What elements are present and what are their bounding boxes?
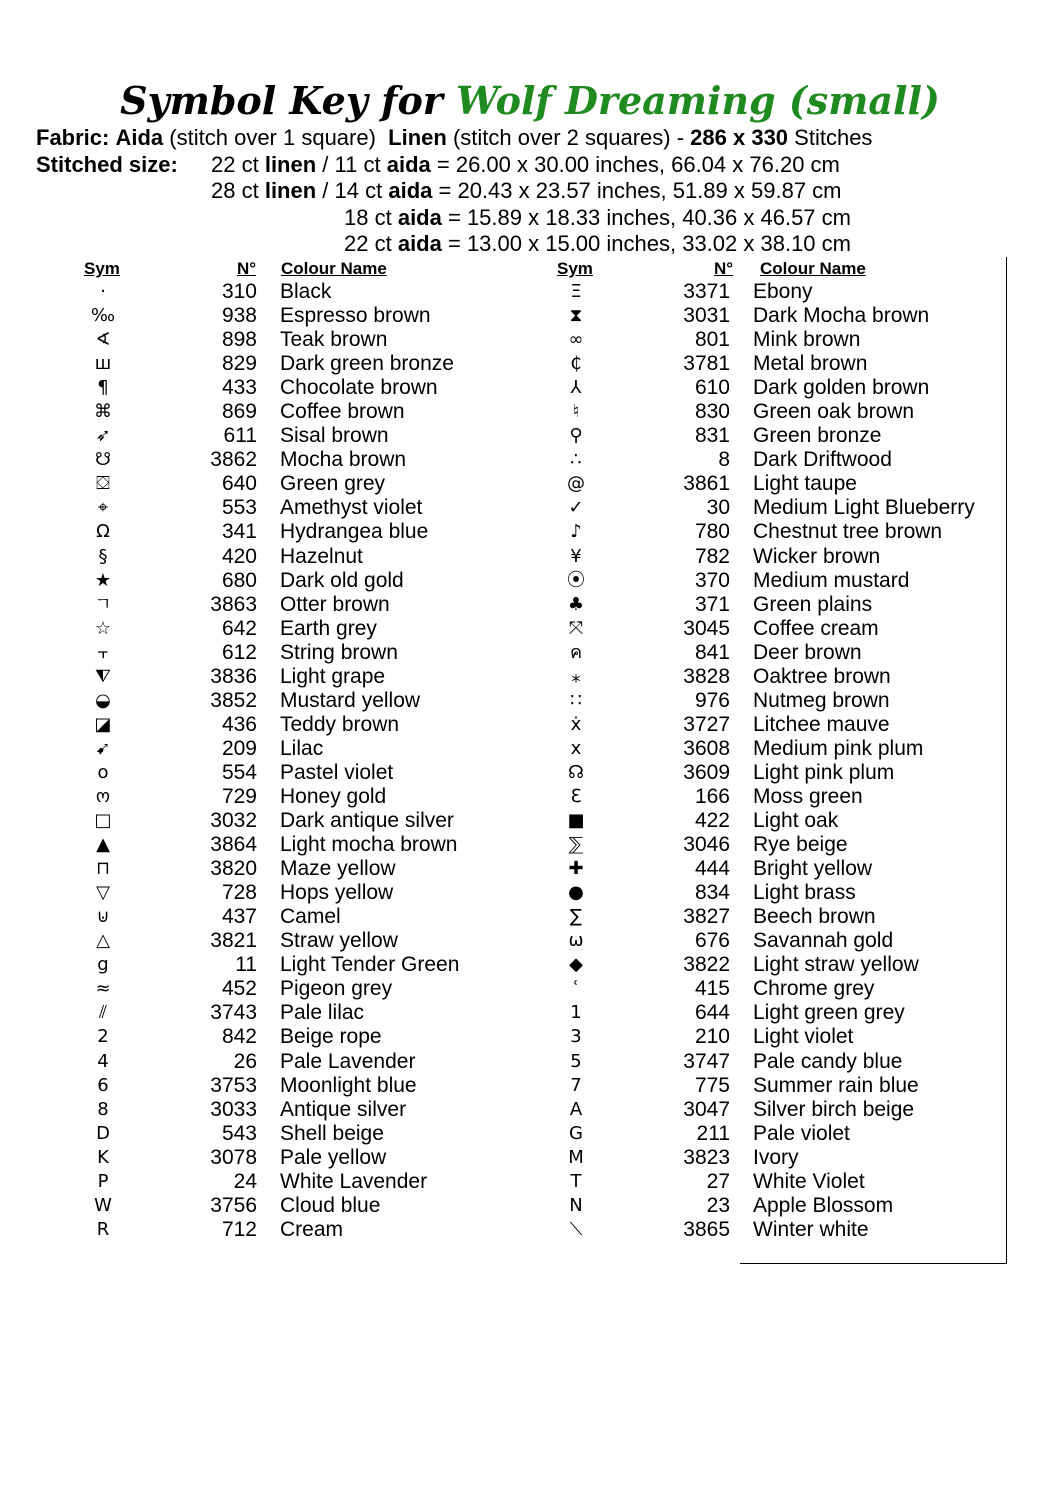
colour-name: Moonlight blue [280, 1073, 417, 1097]
symbol-glyph: 8 [97, 1098, 109, 1120]
thread-number: 211 [696, 1121, 730, 1145]
colour-name: Hydrangea blue [280, 520, 429, 544]
colour-name: Mustard yellow [280, 688, 421, 712]
stitched-size-line-1: 22 ct linen / 11 ct aida = 26.00 x 30.00 inches, 66.04 x 76.20 cm [211, 152, 840, 177]
symbol-glyph: ♣ [567, 593, 585, 615]
thread-number: 680 [221, 568, 257, 592]
thread-number: 3747 [683, 1049, 730, 1073]
colour-name: Maze yellow [280, 857, 396, 881]
colour-name: Pale candy blue [753, 1049, 903, 1073]
thread-number: 3078 [210, 1145, 257, 1169]
colour-name: Teddy brown [280, 712, 400, 736]
symbol-glyph: ★ [94, 569, 112, 591]
stitch-dimensions: 286 x 330 [690, 125, 789, 150]
thread-number: 831 [694, 424, 730, 448]
table-border-vertical [1006, 257, 1007, 1264]
thread-number: 3753 [210, 1073, 257, 1097]
thread-number: 775 [694, 1073, 730, 1097]
thread-number: 422 [694, 809, 730, 833]
colour-name: Light Tender Green [280, 953, 460, 977]
symbol-glyph: ◆ [569, 954, 583, 976]
colour-name: Hazelnut [280, 544, 363, 568]
symbol-glyph: ⌘ [94, 401, 112, 423]
symbol-glyph: ⫟ [97, 641, 109, 663]
symbol-glyph: △ [96, 930, 110, 952]
colour-name: Earth grey [280, 616, 377, 640]
colour-name: Nutmeg brown [753, 688, 890, 712]
colour-name: Winter white [753, 1217, 869, 1241]
thread-number: 3861 [683, 472, 730, 496]
colour-name: Pastel violet [280, 760, 394, 784]
symbol-glyph: D [96, 1122, 110, 1144]
fabric-linen-note: (stitch over 2 squares) - [452, 125, 685, 150]
thread-number: 829 [221, 352, 257, 376]
colour-name: Espresso brown [280, 304, 431, 328]
fabric-label: Fabric: [36, 125, 110, 150]
colour-name: Dark antique silver [280, 809, 454, 833]
thread-number: 436 [221, 712, 257, 736]
thread-number: 611 [223, 424, 257, 448]
colour-name: Ivory [753, 1145, 799, 1169]
symbol-glyph: 7 [570, 1074, 582, 1096]
thread-number: 869 [221, 400, 257, 424]
symbol-glyph: ∞ [568, 329, 584, 351]
colour-name: Amethyst violet [280, 496, 423, 520]
colour-name: Pigeon grey [280, 977, 393, 1001]
colour-name: Medium Light Blueberry [753, 496, 975, 520]
thread-number: 728 [221, 881, 257, 905]
colour-name: Cream [280, 1217, 344, 1241]
colour-name: Sisal brown [280, 424, 389, 448]
symbol-glyph: ☆ [94, 617, 112, 639]
page-title [0, 78, 1060, 124]
symbol-glyph: ✓ [568, 497, 584, 519]
symbol-glyph: ∢ [95, 329, 111, 351]
colour-name: Pale yellow [280, 1145, 387, 1169]
symbol-glyph: ⟍ [569, 1218, 583, 1240]
colour-name: Antique silver [280, 1097, 407, 1121]
thread-number: 834 [694, 881, 730, 905]
symbol-glyph: ẋ [570, 713, 582, 735]
colour-name: Light taupe [753, 472, 857, 496]
thread-number: 553 [221, 496, 257, 520]
header-num-right: N° [714, 259, 734, 278]
colour-name: Chrome grey [753, 977, 875, 1001]
thread-number: 612 [221, 640, 257, 664]
symbol-glyph: ■ [567, 810, 585, 832]
thread-number: 676 [694, 929, 730, 953]
thread-number: 26 [233, 1049, 257, 1073]
symbol-glyph: ㄱ [94, 593, 112, 615]
symbol-glyph: ▲ [96, 834, 110, 856]
header-name-right: Colour Name [760, 259, 866, 278]
colour-name: Litchee mauve [753, 712, 890, 736]
thread-number: 370 [694, 568, 730, 592]
thread-number: 3822 [683, 953, 730, 977]
stitched-size-line-2: 28 ct linen / 14 ct aida = 20.43 x 23.57 inches, 51.89 x 59.87 cm [211, 178, 842, 203]
symbol-glyph: ш [94, 353, 112, 375]
symbol-glyph: K [97, 1146, 109, 1168]
colour-name: Savannah gold [753, 929, 894, 953]
colour-name: Rye beige [753, 833, 848, 857]
symbol-glyph: G [569, 1122, 583, 1144]
colour-name: Dark Driftwood [753, 448, 892, 472]
thread-number: 3047 [683, 1097, 730, 1121]
thread-number: 729 [221, 784, 257, 808]
symbol-glyph: □ [94, 810, 112, 832]
symbol-glyph: @ [567, 473, 585, 495]
thread-number: 3821 [210, 929, 257, 953]
colour-name: Coffee brown [280, 400, 405, 424]
thread-number: 3031 [683, 304, 730, 328]
thread-number: 3781 [683, 352, 730, 376]
colour-name: Light straw yellow [753, 953, 919, 977]
header-num-left: N° [237, 259, 257, 278]
symbol-glyph: ¶ [97, 377, 109, 399]
symbol-glyph: o [97, 761, 109, 783]
colour-name: Pale lilac [280, 1001, 365, 1025]
fabric-linen-label: Linen [388, 125, 447, 150]
thread-number: 3865 [683, 1217, 730, 1241]
symbol-glyph: R [96, 1218, 110, 1240]
thread-number: 642 [221, 616, 257, 640]
header-sym-right: Sym [557, 259, 593, 278]
colour-name: Medium pink plum [753, 736, 924, 760]
thread-number: 3827 [683, 905, 730, 929]
symbol-glyph: ▽ [96, 882, 110, 904]
fabric-line [36, 125, 872, 151]
thread-number: 3863 [210, 592, 257, 616]
thread-number: 3862 [210, 448, 257, 472]
symbol-glyph: ♮ [572, 401, 580, 423]
colour-name: Chestnut tree brown [753, 520, 943, 544]
symbol-glyph: ‰ [90, 305, 116, 327]
colour-name: Light grape [280, 664, 386, 688]
thread-number: 371 [694, 592, 730, 616]
colour-name: Green oak brown [753, 400, 915, 424]
colour-name: White Violet [753, 1169, 865, 1193]
header-sym-left: Sym [84, 259, 120, 278]
symbol-glyph: P [97, 1170, 109, 1192]
thread-number: 782 [694, 544, 730, 568]
thread-number: 3820 [210, 857, 257, 881]
thread-number: 3852 [210, 688, 257, 712]
symbol-glyph: ⚲ [569, 425, 583, 447]
colour-name: Straw yellow [280, 929, 398, 953]
symbol-glyph: ◪ [94, 713, 112, 735]
colour-name: Cloud blue [280, 1193, 381, 1217]
symbol-glyph: 2 [97, 1026, 109, 1048]
symbol-glyph: ♪ [570, 521, 582, 543]
thread-number: 310 [221, 280, 257, 303]
symbol-glyph: 6 [97, 1074, 109, 1096]
symbol-glyph: ∑ [569, 906, 583, 928]
thread-number: 437 [221, 905, 257, 929]
colour-name: Mocha brown [280, 448, 407, 472]
symbol-glyph: ⧗ [569, 305, 583, 327]
symbol-glyph: ➹ [95, 737, 111, 759]
colour-name: Mink brown [753, 328, 861, 352]
thread-number: 3836 [210, 664, 257, 688]
symbol-glyph: Ω [96, 521, 110, 543]
symbol-glyph: ☋ [95, 449, 111, 471]
symbol-glyph: ⛋ [96, 473, 110, 495]
symbol-glyph: 1 [570, 1002, 582, 1024]
colour-name: Dark Mocha brown [753, 304, 930, 328]
thread-number: 444 [694, 857, 730, 881]
colour-name: White Lavender [280, 1169, 428, 1193]
thread-number: 3756 [210, 1193, 257, 1217]
thread-number: 3823 [683, 1145, 730, 1169]
thread-number: 3046 [683, 833, 730, 857]
colour-name: Wicker brown [753, 544, 881, 568]
thread-number: 841 [694, 640, 730, 664]
thread-number: 3864 [210, 833, 257, 857]
thread-number: 644 [694, 1001, 730, 1025]
symbol-glyph: ⊍ [96, 906, 110, 928]
thread-number: 780 [694, 520, 730, 544]
pattern-name: Wolf Dreaming (small) [456, 78, 940, 123]
colour-name: Dark old gold [280, 568, 404, 592]
thread-number: 3828 [683, 664, 730, 688]
symbol-glyph: ☊ [568, 761, 584, 783]
thread-number: 842 [221, 1025, 257, 1049]
symbol-glyph: ⅄ [570, 377, 582, 399]
symbol-glyph: ◒ [95, 689, 111, 711]
symbol-glyph: ⧨ [94, 665, 112, 687]
symbol-glyph: ₵ [570, 353, 582, 375]
colour-name: Green bronze [753, 424, 882, 448]
stitch-unit: Stitches [794, 125, 873, 150]
thread-number: 420 [221, 544, 257, 568]
colour-name: Light green grey [753, 1001, 905, 1025]
thread-number: 341 [221, 520, 257, 544]
symbol-glyph: 3 [570, 1026, 582, 1048]
symbol-glyph: 5 [570, 1050, 582, 1072]
symbol-glyph: ⅀ [568, 834, 584, 856]
thread-number: 166 [694, 784, 730, 808]
symbol-glyph: ¥ [570, 545, 582, 567]
symbol-glyph: x [570, 737, 582, 759]
thread-number: 801 [694, 328, 730, 352]
symbol-glyph: ⁎ [571, 665, 581, 687]
colour-name: Beech brown [753, 905, 876, 929]
symbol-glyph: § [98, 545, 108, 567]
table-border-bottom [740, 1263, 1007, 1264]
symbol-glyph: 4 [97, 1050, 109, 1072]
colour-name: Light violet [753, 1025, 854, 1049]
thread-number: 3045 [683, 616, 730, 640]
colour-name: Green plains [753, 592, 873, 616]
colour-name: Light mocha brown [280, 833, 458, 857]
colour-name: Pale Lavender [280, 1049, 416, 1073]
fabric-aida-note: (stitch over 1 square) [169, 125, 376, 150]
colour-name: String brown [280, 640, 398, 664]
thread-number: 830 [694, 400, 730, 424]
symbol-glyph: A [569, 1098, 583, 1120]
colour-name: Chocolate brown [280, 376, 438, 400]
thread-number: 610 [694, 376, 730, 400]
thread-number: 3609 [683, 760, 730, 784]
thread-number: 554 [221, 760, 257, 784]
symbol-glyph: N [569, 1194, 583, 1216]
colour-name: Lilac [280, 736, 324, 760]
thread-number: 209 [221, 736, 257, 760]
symbol-glyph: ⊓ [95, 858, 111, 880]
symbol-glyph: g [97, 954, 109, 976]
colour-name: Ebony [753, 280, 813, 303]
colour-name: Dark green bronze [280, 352, 454, 376]
symbol-glyph: ∴ [570, 449, 582, 471]
symbol-glyph: ⌖ [97, 497, 109, 519]
symbol-glyph: T [570, 1170, 582, 1192]
thread-number: 3608 [683, 736, 730, 760]
symbol-glyph: ≈ [95, 978, 111, 1000]
colour-name: Light oak [753, 809, 839, 833]
colour-name: Honey gold [280, 784, 387, 808]
symbol-glyph: ➶ [95, 425, 111, 447]
symbol-glyph: M [568, 1146, 584, 1168]
thread-number: 30 [706, 496, 730, 520]
symbol-glyph: ⦿ [567, 569, 585, 591]
thread-number: 3727 [683, 712, 730, 736]
thread-number: 27 [706, 1169, 730, 1193]
colour-name: Dark golden brown [753, 376, 930, 400]
colour-name: Metal brown [753, 352, 868, 376]
stitched-size-line-4: 22 ct aida = 13.00 x 15.00 inches, 33.02 x 38.10 cm [344, 231, 851, 256]
colour-name: Summer rain blue [753, 1073, 919, 1097]
thread-number: 898 [221, 328, 257, 352]
symbol-glyph: ✚ [568, 858, 584, 880]
colour-name: Silver birch beige [753, 1097, 915, 1121]
colour-name: Hops yellow [280, 881, 394, 905]
colour-name: Black [280, 280, 332, 303]
thread-number: 11 [235, 953, 257, 977]
colour-name: Deer brown [753, 640, 862, 664]
thread-number: 640 [221, 472, 257, 496]
colour-name: Oaktree brown [753, 664, 891, 688]
colour-name: Moss green [753, 784, 863, 808]
header-name-left: Colour Name [281, 259, 387, 278]
colour-name: Pale violet [753, 1121, 850, 1145]
colour-name: Coffee cream [753, 616, 879, 640]
thread-number: 24 [233, 1169, 257, 1193]
thread-number: 976 [694, 688, 730, 712]
symbol-glyph: ω [568, 930, 584, 952]
colour-name: Teak brown [280, 328, 388, 352]
title-prefix: Symbol Key for [120, 78, 443, 123]
colour-name: Otter brown [280, 592, 390, 616]
colour-name: Camel [280, 905, 341, 929]
thread-number: 210 [694, 1025, 730, 1049]
colour-name: Bright yellow [753, 857, 873, 881]
symbol-glyph: Ξ [570, 281, 582, 302]
thread-number: 712 [221, 1217, 257, 1241]
thread-number: 433 [221, 376, 257, 400]
colour-name: Shell beige [280, 1121, 384, 1145]
stitched-size-line-3: 18 ct aida = 15.89 x 18.33 inches, 40.36 x 46.57 cm [344, 205, 851, 230]
symbol-glyph: ⫽ [98, 1002, 108, 1024]
colour-name: Green grey [280, 472, 386, 496]
thread-number: 452 [221, 977, 257, 1001]
thread-number: 3371 [683, 280, 730, 303]
stitched-size-label: Stitched size: [36, 152, 178, 177]
colour-name: Light brass [753, 881, 856, 905]
colour-name: Medium mustard [753, 568, 910, 592]
thread-number: 23 [706, 1193, 730, 1217]
symbol-glyph: ʿ [573, 978, 579, 1000]
thread-number: 415 [694, 977, 730, 1001]
symbol-glyph: ო [95, 785, 111, 807]
thread-number: 8 [718, 448, 730, 472]
symbol-glyph: · [100, 281, 106, 302]
thread-number: 3743 [210, 1001, 257, 1025]
thread-number: 543 [221, 1121, 257, 1145]
colour-name: Apple Blossom [753, 1193, 894, 1217]
symbol-glyph: ค [569, 641, 583, 663]
symbol-glyph: ℇ [570, 785, 582, 807]
thread-number: 3033 [210, 1097, 257, 1121]
fabric-aida-label: Aida [115, 125, 164, 150]
symbol-glyph: ● [568, 882, 584, 904]
symbol-glyph: ∷ [570, 689, 582, 711]
thread-number: 938 [221, 304, 257, 328]
symbol-glyph: W [94, 1194, 112, 1216]
colour-name: Beige rope [280, 1025, 382, 1049]
colour-name: Light pink plum [753, 760, 895, 784]
symbol-glyph: ⤧ [568, 617, 584, 639]
thread-number: 3032 [210, 809, 257, 833]
